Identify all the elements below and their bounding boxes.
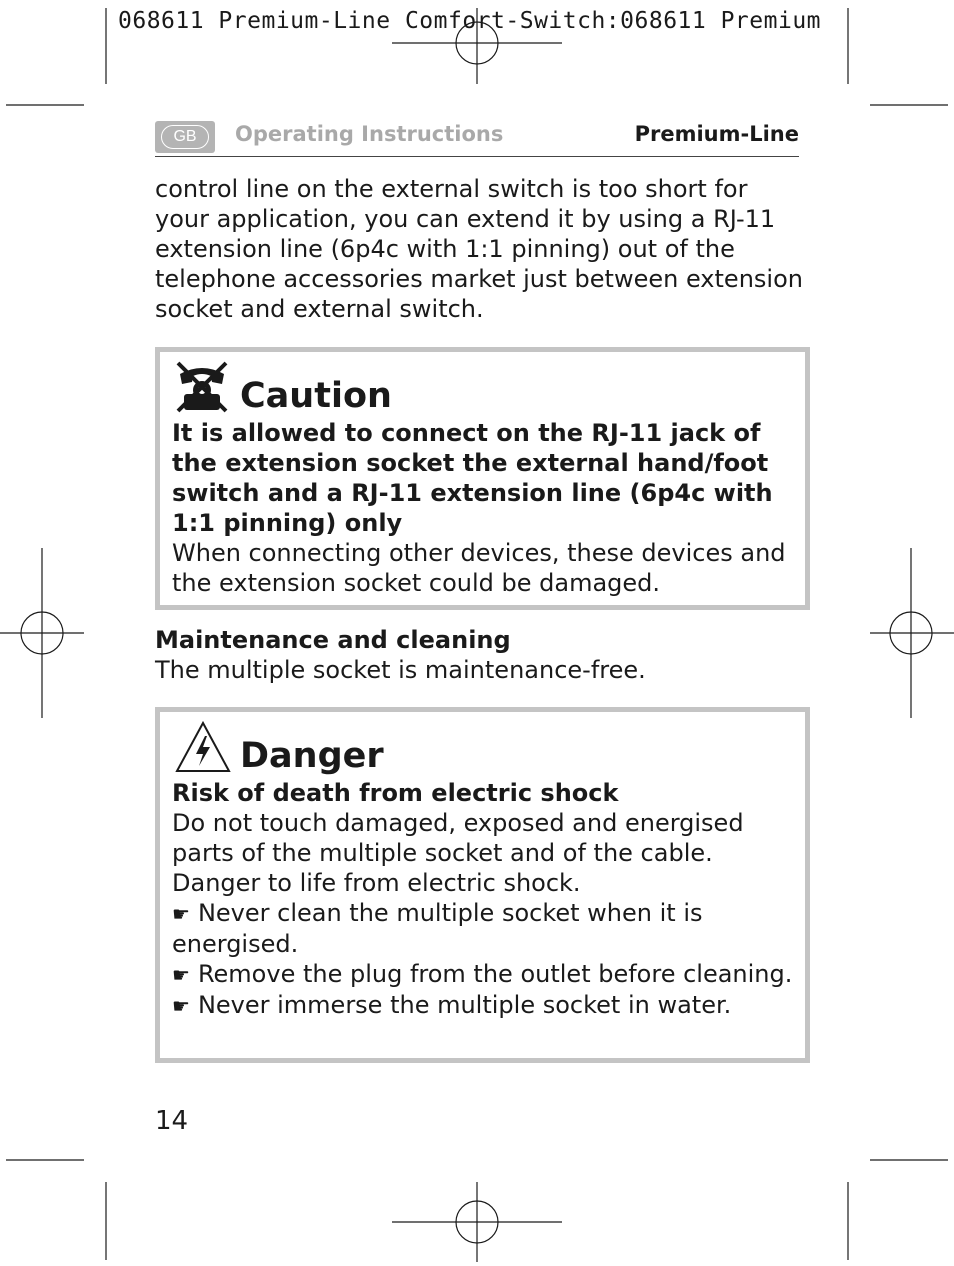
danger-title: Danger (240, 736, 384, 776)
pointing-hand-icon: ☛ (172, 963, 190, 987)
danger-bullet-item (172, 898, 805, 959)
language-badge (155, 121, 215, 153)
caution-bold-text: It is allowed to connect on the RJ-11 jack of the extension socket the external hand/foot switch and a RJ-11 extension line (6p4c with 1:1 pinning) only (172, 419, 773, 537)
caution-content (172, 418, 805, 598)
maintenance-section (155, 625, 805, 685)
danger-bullet-text: Never immerse the multiple socket in water. (197, 991, 732, 1019)
danger-bullet-item (172, 990, 805, 1021)
pointing-hand-icon: ☛ (172, 994, 190, 1018)
caution-box (155, 347, 810, 610)
registration-mark-left (0, 548, 84, 718)
registration-mark-bottom (392, 1182, 562, 1262)
caution-text: When connecting other devices, these devices and the extension socket could be damaged. (172, 539, 786, 597)
no-phone-icon (174, 360, 230, 414)
printer-slug: 068611 Premium-Line Comfort-Switch:068611 Premium (118, 8, 822, 34)
page-header (155, 120, 799, 157)
language-badge-label: GB (161, 125, 209, 149)
registration-mark-right (870, 548, 954, 718)
danger-box (155, 707, 810, 1063)
maintenance-text: The multiple socket is maintenance-free. (155, 656, 646, 684)
pointing-hand-icon: ☛ (172, 902, 190, 926)
danger-text: Do not touch damaged, exposed and energised parts of the multiple socket and of the cable. Danger to life from electric shock. (172, 809, 744, 897)
registration-mark-top (392, 8, 562, 84)
maintenance-heading: Maintenance and cleaning (155, 626, 511, 654)
danger-bullet-text: Never clean the multiple socket when it is energised. (172, 899, 703, 958)
danger-content (172, 778, 805, 1021)
danger-bold-text: Risk of death from electric shock (172, 779, 619, 807)
brand-name: Premium-Line (634, 122, 799, 146)
caution-heading (172, 352, 805, 418)
high-voltage-warning-icon (174, 720, 232, 774)
danger-bullet-item (172, 959, 805, 990)
caution-title: Caution (240, 376, 392, 416)
page-number: 14 (155, 1106, 189, 1136)
danger-heading (172, 712, 805, 778)
section-title: Operating Instructions (235, 122, 504, 146)
intro-paragraph: control line on the external switch is too short for your application, you can extend it by using a RJ-11 extension line (6p4c with 1:1 pinning) out of the telephone accessories market just between extension socket and external switch. (155, 175, 803, 323)
danger-bullet-text: Remove the plug from the outlet before cleaning. (197, 960, 793, 988)
